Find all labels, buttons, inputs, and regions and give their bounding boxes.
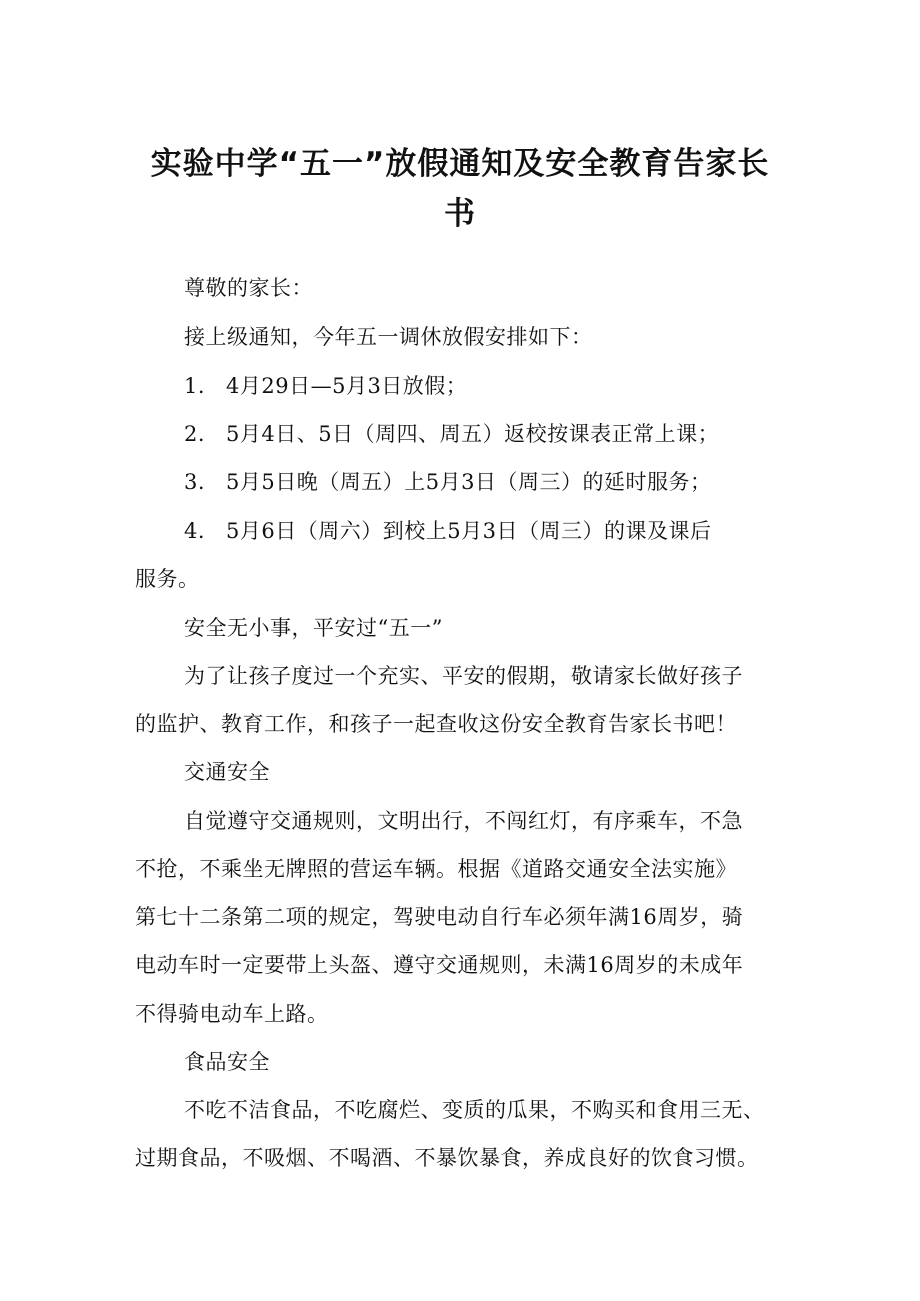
schedule-item-2 <box>184 419 719 449</box>
schedule-item-text: 5月6日（周六）到校上5月3日（周三）的课及课后 <box>226 519 712 543</box>
schedule-item-text: 5月4日、5日（周四、周五）返校按课表正常上课； <box>226 422 720 446</box>
schedule-item-text: 5月5日晚（周五）上5月3日（周三）的延时服务； <box>226 470 712 494</box>
traffic-paragraph-line3: 第七十二条第二项的规定，驾驶电动自行车必须年满16周岁，骑 <box>135 905 744 929</box>
schedule-item-number: 1. <box>184 374 206 398</box>
traffic-paragraph: 自觉遵守交通规则，文明出行，不闯红灯，有序乘车，不急 <box>184 809 743 833</box>
food-paragraph: 不吃不洁食品，不吃腐烂、变质的瓜果，不购买和食用三无、 <box>184 1098 765 1122</box>
schedule-item-4-continued: 服务。 <box>135 567 200 591</box>
purpose-paragraph-continued: 的监护、教育工作，和孩子一起查收这份安全教育告家长书吧！ <box>135 712 737 736</box>
salutation: 尊敬的家长： <box>184 276 313 300</box>
document-title: 实验中学“五一”放假通知及安全教育告家长 <box>150 146 770 182</box>
schedule-item-number: 2. <box>184 422 206 446</box>
food-safety-heading: 食品安全 <box>184 1050 270 1074</box>
traffic-paragraph-line5: 不得骑电动车上路。 <box>135 1002 329 1026</box>
document-title-continued: 书 <box>444 196 476 232</box>
schedule-item-3 <box>184 467 711 497</box>
purpose-paragraph: 为了让孩子度过一个充实、平安的假期，敬请家长做好孩子 <box>184 664 743 688</box>
schedule-item-number: 4. <box>184 519 206 543</box>
safety-slogan: 安全无小事，平安过“五一” <box>184 616 443 640</box>
traffic-paragraph-line4: 电动车时一定要带上头盔、遵守交通规则，未满16周岁的未成年 <box>135 953 744 977</box>
intro-paragraph: 接上级通知，今年五一调休放假安排如下： <box>184 325 593 349</box>
schedule-item-text: 4月29日—5月3日放假； <box>226 374 468 398</box>
schedule-item-number: 3. <box>184 470 206 494</box>
traffic-paragraph-line2: 不抢，不乘坐无牌照的营运车辆。根据《道路交通安全法实施》 <box>135 857 737 881</box>
schedule-item-4 <box>184 516 711 546</box>
food-paragraph-continued: 过期食品，不吸烟、不喝酒、不暴饮暴食，养成良好的饮食习惯。 <box>135 1146 759 1170</box>
traffic-safety-heading: 交通安全 <box>184 760 270 784</box>
schedule-item-1 <box>184 371 467 401</box>
